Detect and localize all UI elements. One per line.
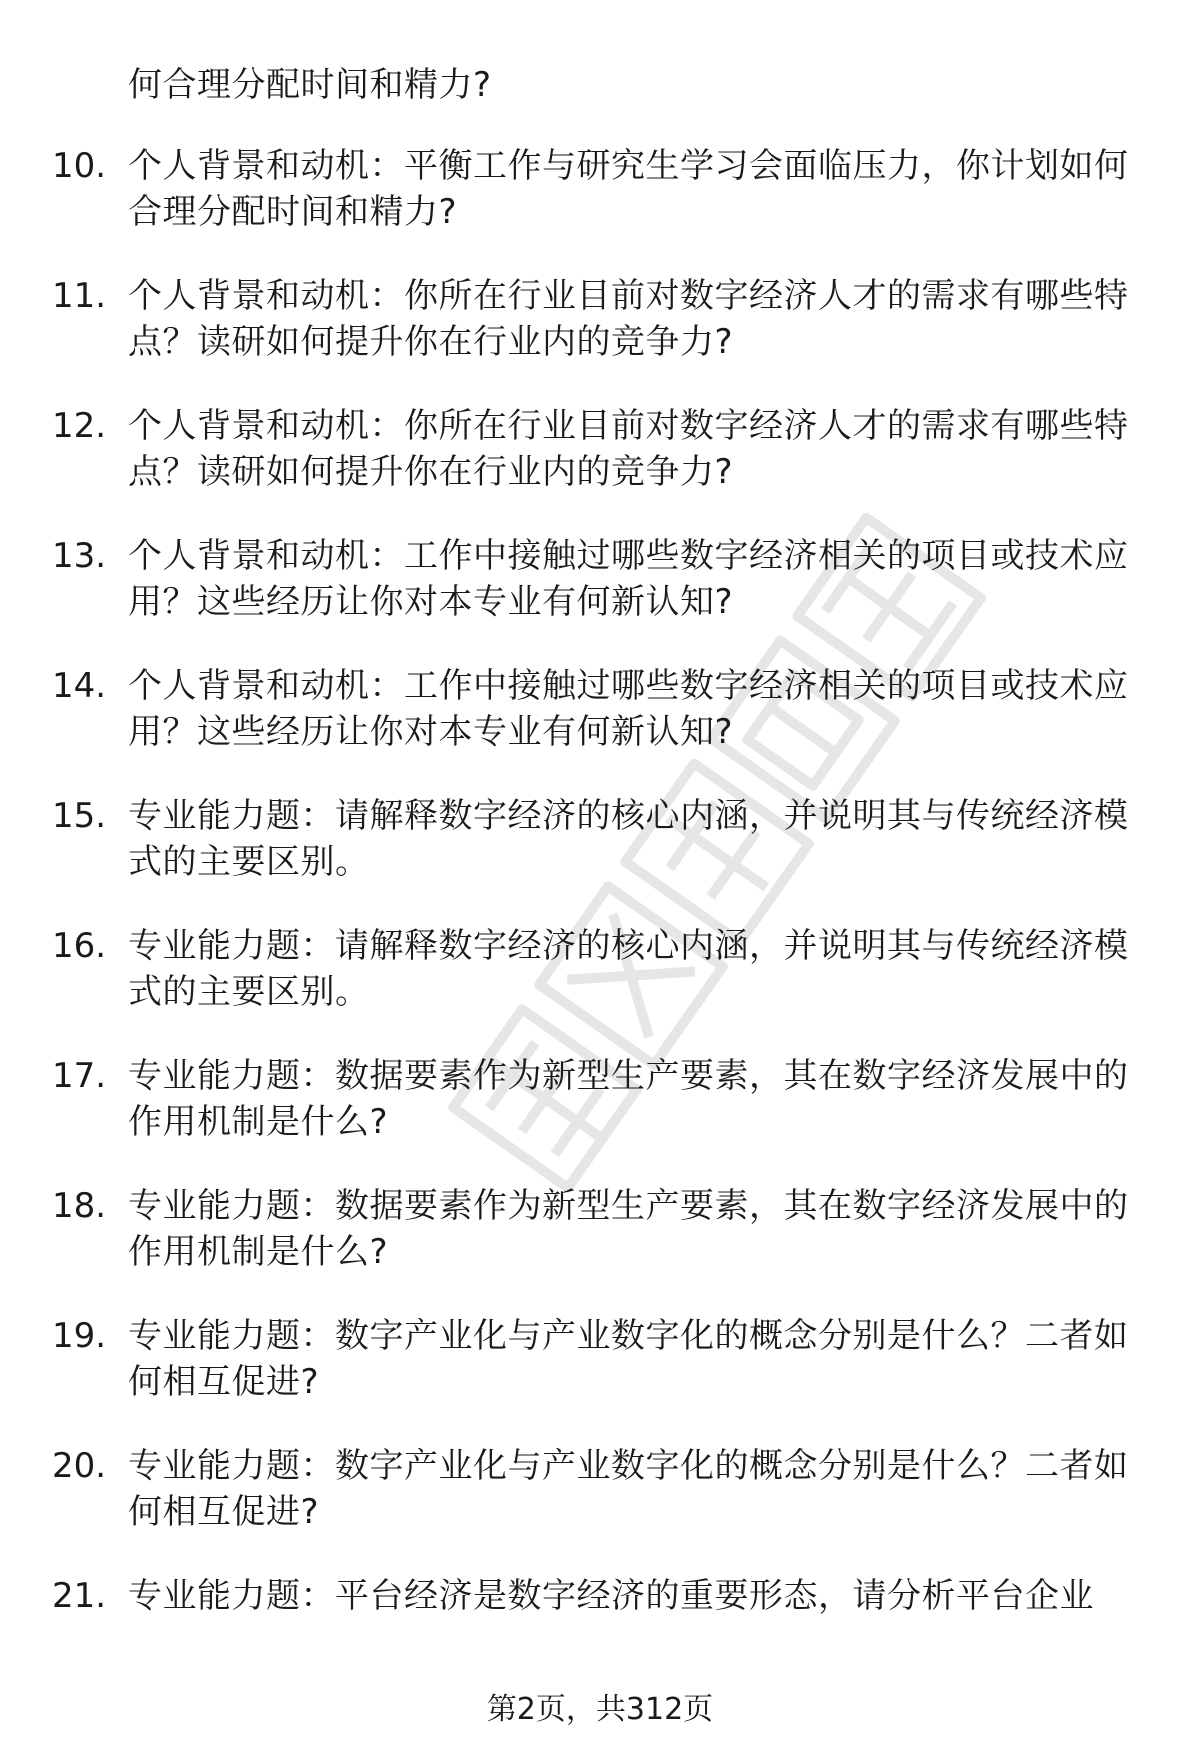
question-text: 专业能力题：数据要素作为新型生产要素，其在数字经济发展中的作用机制是什么? [128, 1056, 1129, 1142]
question-text: 专业能力题：请解释数字经济的核心内涵，并说明其与传统经济模式的主要区别。 [128, 926, 1129, 1012]
question-text: 专业能力题：数字产业化与产业数字化的概念分别是什么？二者如何相互促进? [128, 1446, 1129, 1532]
question-number: 15. [52, 796, 107, 836]
question-text: 专业能力题：请解释数字经济的核心内涵，并说明其与传统经济模式的主要区别。 [128, 796, 1129, 882]
question-number: 17. [52, 1056, 107, 1096]
question-text: 个人背景和动机：工作中接触过哪些数字经济相关的项目或技术应用？这些经历让你对本专业有何新认知? [128, 666, 1129, 752]
question-item [0, 663, 1200, 793]
question-text: 专业能力题：数据要素作为新型生产要素，其在数字经济发展中的作用机制是什么? [128, 1186, 1129, 1272]
question-list [0, 143, 1200, 1703]
question-number: 16. [52, 926, 107, 966]
question-number: 14. [52, 666, 107, 706]
question-item [0, 143, 1200, 273]
question-number: 11. [52, 276, 107, 316]
question-item [0, 533, 1200, 663]
question-item [0, 793, 1200, 923]
question-number: 19. [52, 1316, 107, 1356]
question-text: 专业能力题：数字产业化与产业数字化的概念分别是什么？二者如何相互促进? [128, 1316, 1129, 1402]
question-number: 21. [52, 1576, 107, 1616]
question-text: 个人背景和动机：你所在行业目前对数字经济人才的需求有哪些特点？读研如何提升你在行业内的竞争力? [128, 406, 1129, 492]
question-item [0, 273, 1200, 403]
question-number: 18. [52, 1186, 107, 1226]
question-text: 个人背景和动机：平衡工作与研究生学习会面临压力，你计划如何合理分配时间和精力? [128, 146, 1129, 232]
question-item [0, 923, 1200, 1053]
question-number: 20. [52, 1446, 107, 1486]
question-text: 个人背景和动机：你所在行业目前对数字经济人才的需求有哪些特点？读研如何提升你在行业内的竞争力? [128, 276, 1129, 362]
question-item [0, 403, 1200, 533]
question-number: 12. [52, 406, 107, 446]
question-number: 10. [52, 146, 107, 186]
question-item [0, 1183, 1200, 1313]
question-number: 13. [52, 536, 107, 576]
page-footer: 第2页，共312页 [486, 1692, 714, 1727]
question-item [0, 1313, 1200, 1443]
continuation-text: 何合理分配时间和精力? [128, 65, 492, 105]
question-text: 专业能力题：平台经济是数字经济的重要形态，请分析平台企业 [128, 1576, 1094, 1616]
question-item [0, 1053, 1200, 1183]
question-text: 个人背景和动机：工作中接触过哪些数字经济相关的项目或技术应用？这些经历让你对本专业有何新认知? [128, 536, 1129, 622]
question-item [0, 1573, 1200, 1703]
question-item [0, 1443, 1200, 1573]
